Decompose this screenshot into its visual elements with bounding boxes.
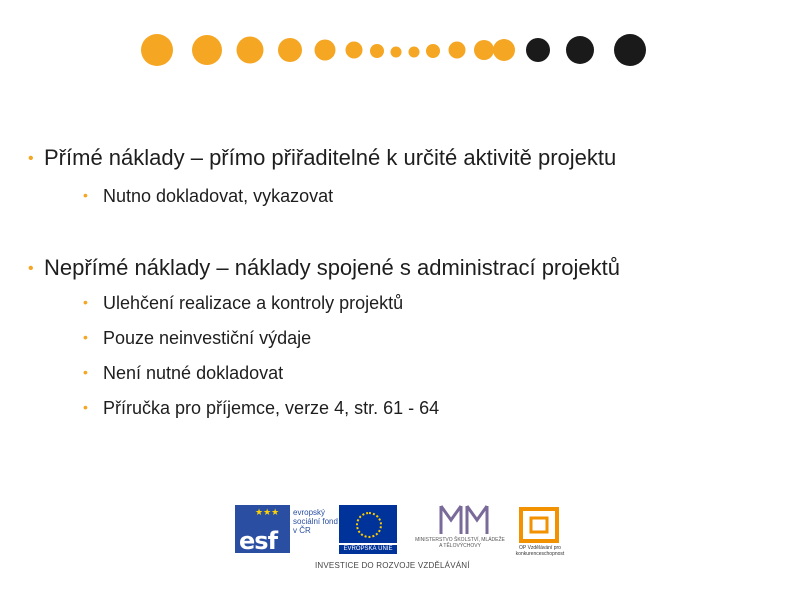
bullet-marker: • <box>83 364 88 380</box>
sub-bullet-text: Pouze neinvestiční výdaje <box>103 328 312 348</box>
dot-orange-12 <box>474 40 494 60</box>
eu-stars-icon <box>356 512 382 538</box>
sub-bullet-item-2-3 <box>83 363 283 384</box>
investice-slogan: INVESTICE DO ROZVOJE VZDĚLÁVÁNÍ <box>315 561 470 570</box>
bullet-item-1 <box>28 145 616 171</box>
bullet-text: Přímé náklady – přímo přiřaditelné k určité aktivitě projektu <box>44 145 617 170</box>
stars-icon: ★★★ <box>255 507 280 517</box>
dot-dark-2 <box>566 36 594 64</box>
dot-dark-3 <box>614 34 646 66</box>
bullet-marker: • <box>83 187 88 203</box>
sub-bullet-text: Příručka pro příjemce, verze 4, str. 61 - 64 <box>103 398 440 418</box>
bullet-marker: • <box>83 399 88 415</box>
dot-orange-11 <box>449 42 466 59</box>
dot-orange-9 <box>409 47 420 58</box>
dot-orange-7 <box>370 44 384 58</box>
esf-logo <box>235 505 290 553</box>
op-label: OP Vzdělávání pro konkurenceschopnost <box>515 545 565 557</box>
sub-bullet-text: Ulehčení realizace a kontroly projektů <box>103 293 404 313</box>
bullet-text: Nepřímé náklady – náklady spojené s administrací projektů <box>44 255 620 280</box>
bullet-marker: • <box>83 329 88 345</box>
sub-bullet-item-2-4 <box>83 398 439 419</box>
dot-dark-1 <box>526 38 550 62</box>
bullet-marker: • <box>28 260 34 277</box>
bullet-item-2 <box>28 255 620 281</box>
logo-strip <box>235 500 575 580</box>
dot-orange-5 <box>315 40 336 61</box>
eu-label: EVROPSKÁ UNIE <box>339 545 397 554</box>
bullet-marker: • <box>83 294 88 310</box>
sub-bullet-item-2-1 <box>83 293 403 314</box>
msmt-label: MINISTERSTVO ŠKOLSTVÍ, MLÁDEŽE A TĚLOVÝCHOVY <box>415 537 505 549</box>
sub-bullet-item-2-2 <box>83 328 311 349</box>
decorative-dots <box>0 0 794 90</box>
esf-mark: esf <box>239 527 278 555</box>
eu-flag-logo <box>339 505 397 543</box>
op-logo <box>517 505 561 545</box>
sub-bullet-item-1-1 <box>83 186 333 207</box>
dot-orange-10 <box>426 44 440 58</box>
dot-orange-1 <box>141 34 173 66</box>
dot-orange-8 <box>391 47 402 58</box>
dot-orange-2 <box>192 35 222 65</box>
dot-orange-3 <box>237 37 264 64</box>
sub-bullet-text: Nutno dokladovat, vykazovat <box>103 186 334 206</box>
sub-bullet-text: Není nutné dokladovat <box>103 363 284 383</box>
esf-label: evropský sociální fond v ČR <box>293 508 338 535</box>
dot-orange-4 <box>278 38 302 62</box>
bullet-marker: • <box>28 150 34 167</box>
dot-orange-6 <box>346 42 363 59</box>
dot-orange-13 <box>493 39 515 61</box>
